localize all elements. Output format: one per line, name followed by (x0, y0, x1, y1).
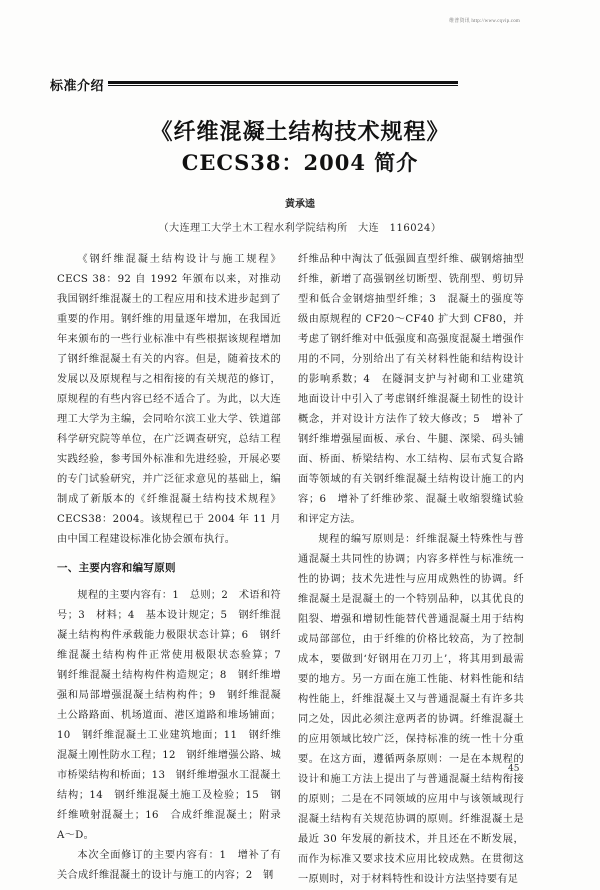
right-column (298, 250, 524, 890)
title-line-1: 《纤维混凝土结构技术规程》 (150, 120, 450, 145)
double-rule-divider (108, 81, 458, 87)
page-number: 45 (508, 764, 520, 774)
paragraph-revisions-continued: 纤维品种中淘汰了低强圆直型纤维、碳钢熔抽型纤维，新增了高强钢丝切断型、铣削型、剪切异型和低合金钢熔抽型纤维；3 混凝土的强度等级由原规程的 CF20～CF40 扩大到 CF80，并考虑了钢纤维对中低强度和高强度混凝土增强作用的不同，分别给出了有关材料性能和结构设计的影响系数；4 在隧洞支护与衬砌和工业建筑地面设计中引入了考虑钢纤维混凝土韧性的设计概念，并对设计方法作了较大修改；5 增补了钢纤维增强屋面板、承台、牛腿、深梁、码头铺面、桥面、桥梁结构、水工结构、层布式复合路面等领域的有关钢纤维混凝土结构设计施工的内容；6 增补了纤维砂浆、混凝土收缩裂缝试验和评定方法。 (298, 254, 524, 525)
paragraph-principles: 规程的编写原则是：纤维混凝土特殊性与普通混凝土共同性的协调；内容多样性与标准统一性的协调；技术先进性与应用成熟性的协调。纤维混凝土是混凝土的一个特别品种，以其优良的阻裂、增强和增韧性能替代普通混凝土用于结构或局部部位，由于纤维的价格比较高，为了控制成本，要做到‘好钢用在刀刃上’，将其用到最需要的地方。另一方面在施工性能、材料性能和结构性能上，纤维混凝土又与普通混凝土有许多共同之处，因此必须注意两者的协调。纤维混凝土的应用领域比较广泛，保持标准的统一性十分重要。在这方面，遵循两条原则：一是在本规程的设计和施工方法上提出了与普通混凝土结构衔接的原则；二是在不同领域的应用中与该领域现行混凝土结构有关规范协调的原则。纤维混凝土是最近 30 年发展的新技术，并且还在不断发展，而作为标准又要求技术应用比较成熟。在贯彻这一原则时，对于材料特性和设计方法坚持要有足 (298, 534, 524, 885)
section-label: 标准介绍 (50, 78, 105, 94)
author-affiliation: （大连理工大学土木工程水利学院结构所 大连 116024） (158, 223, 442, 234)
paragraph-intro: 《钢纤维混凝土结构设计与施工规程》CECS 38：92 自 1992 年颁布以来，对推动我国钢纤维混凝土的工程应用和技术进步起到了重要的作用。钢纤维的用量逐年增加，在我国近年来颁布的一些行业标准中有些根据该规程增加了钢纤维混凝土有关的内容。但是，随着技术的发展以及原规程与之相衔接的有关规范的修订，原规程的有些内容已经不适合了。为此，以大连理工大学为主编，会同哈尔滨工业大学、铁道部科学研究院等单位，在广泛调查研究，总结工程实践经验，参考国外标准和先进经验，开展必要的专门试验研究，并广泛征求意见的基础上，编制成了新版本的《纤维混凝土结构技术规程》CECS38：2004。该规程已于 2004 年 11 月由中国工程建设标准化协会颁布执行。 (57, 254, 281, 545)
title-line-2: CECS38：2004 简介 (181, 150, 419, 175)
left-column (57, 250, 292, 886)
section-heading: 一、主要内容和编写原则 (57, 562, 176, 574)
paragraph-main-contents: 规程的主要内容有：1 总则；2 术语和符号；3 材料；4 基本设计规定；5 钢纤维混凝土结构构件承载能力极限状态计算；6 钢纤维混凝土结构构件正常使用极限状态验算；7 钢纤维混凝土结构构件构造规定；8 钢纤维增强和局部增强混凝土结构构件；9 钢纤维混凝土公路路面、机场道面、港区道路和堆场铺面；10 钢纤维混凝土工业建筑地面；11 钢纤维混凝土刚性防水工程；12 钢纤维增强公路、城市桥梁结构和桥面；13 钢纤维增强水工混凝土结构；14 钢纤维混凝土施工及检验；15 钢纤维喷射混凝土；16 合成纤维混凝土；附录 A～D。 (57, 590, 292, 841)
paragraph-revisions: 本次全面修订的主要内容有：1 增补了有关合成纤维混凝土的设计与施工的内容；2 钢 (57, 850, 281, 881)
watermark: 维普资讯 http://www.cqvip.com (449, 19, 520, 24)
section-header (50, 74, 458, 94)
author-name: 黄承逵 (285, 199, 315, 210)
article-title (0, 118, 600, 178)
